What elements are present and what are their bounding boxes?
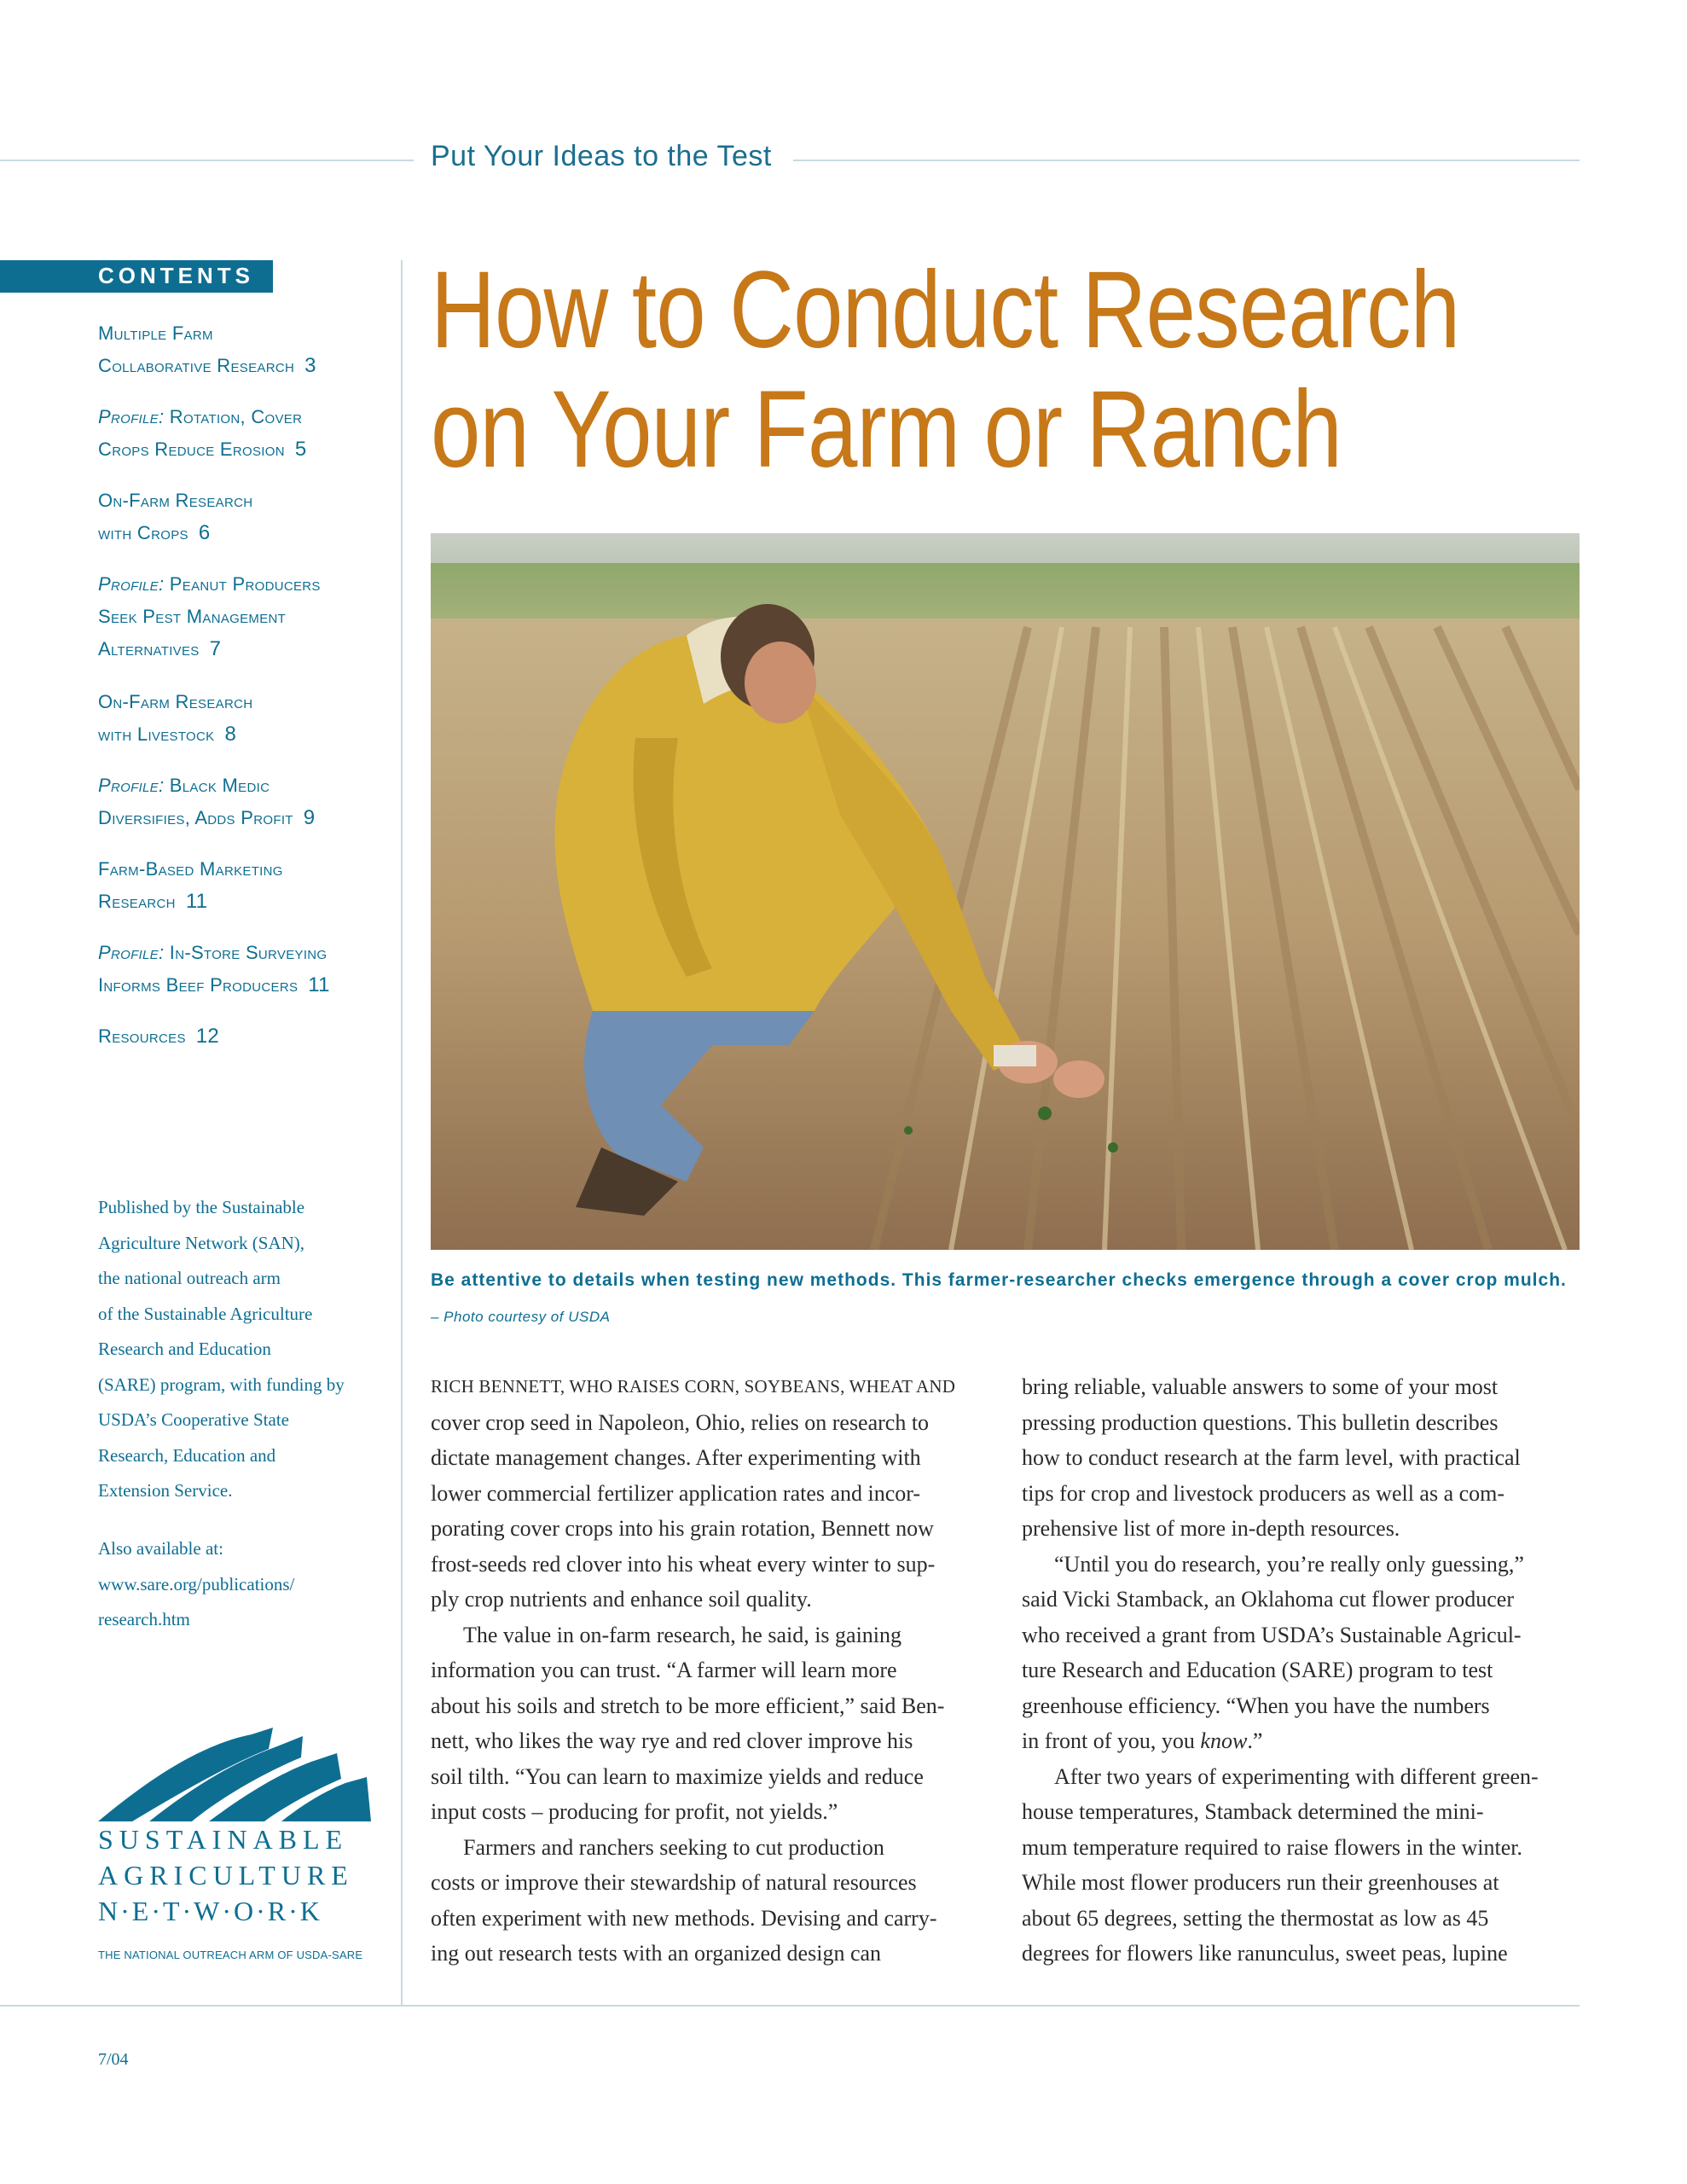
section-header: Put Your Ideas to the Test — [431, 140, 772, 172]
body-line: how to conduct research at the farm level, with practical — [1022, 1445, 1521, 1470]
body-line: said Vicki Stamback, an Oklahoma cut flower producer — [1022, 1587, 1515, 1612]
column-divider — [401, 260, 403, 2005]
also-available-label: Also available at: — [98, 1538, 223, 1559]
body-line: soil tilth. “You can learn to maximize yields and reduce — [431, 1763, 924, 1789]
body-line: pressing production questions. This bulletin describes — [1022, 1409, 1499, 1435]
toc-page-number: 7 — [209, 637, 222, 660]
toc-page-number: 5 — [294, 438, 307, 461]
toc-item-label: Research — [98, 891, 176, 912]
publisher-line: of the Sustainable Agriculture — [98, 1303, 313, 1324]
body-line: greenhouse efficiency. “When you have the numbers — [1022, 1693, 1490, 1718]
article-column-1 — [431, 1369, 1004, 1972]
toc-page-number: 11 — [308, 973, 330, 996]
article-column-2 — [1022, 1369, 1595, 1972]
photo-caption — [431, 1263, 1580, 1335]
toc-item-label: Diversifies, Adds Profit — [98, 807, 293, 828]
page-title-line-2: on Your Farm or Ranch — [431, 369, 1342, 491]
logo-text-sustainable: SUSTAINABLE — [98, 1824, 349, 1855]
body-line — [1022, 1723, 1595, 1759]
toc-page-number: 8 — [224, 723, 237, 746]
toc-item-label: Farm-Based Marketing — [98, 858, 283, 880]
body-line: who received a grant from USDA’s Sustainable Agricul- — [1022, 1622, 1522, 1647]
publication-url[interactable]: www.sare.org/publications/ — [98, 1573, 295, 1594]
body-line: porating cover crops into his grain rotation, Bennett now — [431, 1516, 934, 1541]
body-line: tips for crop and livestock producers as well as a com- — [1022, 1480, 1505, 1506]
logo-subtitle: THE NATIONAL OUTREACH ARM OF USDA-SARE — [98, 1949, 363, 1961]
toc-item[interactable] — [98, 937, 388, 1002]
logo-text-agriculture: AGRICULTURE — [98, 1860, 354, 1891]
emphasis-text: know — [1200, 1728, 1248, 1753]
toc-item[interactable] — [98, 568, 388, 665]
toc-item-label: Alternatives — [98, 638, 200, 659]
body-line: about 65 degrees, setting the thermostat as low as 45 — [1022, 1905, 1489, 1931]
body-line: input costs – producing for profit, not yields.” — [431, 1799, 838, 1824]
toc-item[interactable] — [98, 317, 388, 382]
body-line: house temperatures, Stamback determined the mini- — [1022, 1799, 1484, 1824]
sare-logo-icon — [98, 1728, 371, 1821]
toc-item-label: Crops Reduce Erosion — [98, 439, 285, 460]
toc-item-label: Seek Pest Management — [98, 606, 287, 627]
toc-item[interactable] — [98, 853, 388, 918]
publisher-line: Agriculture Network (SAN), — [98, 1232, 305, 1253]
body-line: cover crop seed in Napoleon, Ohio, relies on research to — [431, 1409, 930, 1435]
toc-item[interactable] — [98, 485, 388, 549]
toc-item[interactable] — [98, 1020, 388, 1053]
body-line: dictate management changes. After experimenting with — [431, 1445, 921, 1470]
body-line: bring reliable, valuable answers to some of your most — [1022, 1374, 1499, 1399]
header-rule-left — [0, 160, 414, 161]
toc-item-label: Multiple Farm — [98, 322, 213, 344]
toc-profile-prefix: Profile: — [98, 406, 165, 427]
publication-date: 7/04 — [98, 2050, 129, 2069]
body-line: prehensive list of more in-depth resources. — [1022, 1516, 1400, 1541]
body-line: frost-seeds red clover into his wheat every winter to sup- — [431, 1551, 936, 1577]
toc-item-label: Rotation, Cover — [164, 406, 303, 427]
body-line: ture Research and Education (SARE) program to test — [1022, 1658, 1493, 1682]
toc-item-label: On-Farm Research — [98, 691, 253, 712]
body-line: RICH BENNETT, WHO RAISES CORN, SOYBEANS, WHEAT AND — [431, 1376, 956, 1397]
body-line: “Until you do research, you’re really only guessing,” — [1054, 1551, 1524, 1577]
toc-page-number: 3 — [304, 354, 316, 377]
publisher-line: Published by the Sustainable — [98, 1197, 305, 1217]
toc-page-number: 11 — [185, 890, 208, 913]
body-line: ply crop nutrients and enhance soil quality. — [431, 1587, 812, 1612]
toc-item[interactable] — [98, 686, 388, 751]
body-text: in front of you, you — [1022, 1728, 1201, 1753]
publisher-line: Research, Education and — [98, 1444, 276, 1466]
body-line: The value in on-farm research, he said, is gaining — [463, 1622, 902, 1647]
toc-profile-prefix: Profile: — [98, 573, 165, 595]
publisher-line: USDA’s Cooperative State — [98, 1409, 289, 1430]
toc-item-label: In-Store Surveying — [164, 942, 328, 963]
publisher-line: Research and Education — [98, 1339, 271, 1359]
header-rule-right — [793, 160, 1580, 161]
toc-item[interactable] — [98, 770, 388, 834]
toc-item-label: Informs Beef Producers — [98, 974, 299, 996]
farmer-photo — [431, 533, 1580, 1250]
publisher-line: the national outreach arm — [98, 1268, 281, 1288]
caption-text: Be attentive to details when testing new methods. This farmer-researcher checks emergence through a cover crop mulch. — [431, 1270, 1567, 1290]
body-line: lower commercial fertilizer application rates and incor- — [431, 1480, 921, 1506]
toc-item-label: Peanut Producers — [164, 573, 321, 595]
publisher-line: (SARE) program, with funding by — [98, 1374, 345, 1395]
publisher-line: Extension Service. — [98, 1480, 233, 1501]
toc-item-label: Resources — [98, 1025, 186, 1047]
body-line: After two years of experimenting with different green- — [1054, 1763, 1539, 1789]
toc-item-label: with Crops — [98, 522, 188, 543]
toc-item-label: Collaborative Research — [98, 355, 295, 376]
publication-url[interactable]: research.htm — [98, 1609, 190, 1629]
logo-text-network: N·E·T·W·O·R·K — [98, 1896, 322, 1926]
body-line: nett, who likes the way rye and red clover improve his — [431, 1728, 913, 1753]
body-line: Farmers and ranchers seeking to cut production — [463, 1834, 884, 1860]
body-line: often experiment with new methods. Devising and carry- — [431, 1905, 937, 1931]
contents-label: CONTENTS — [98, 263, 254, 288]
toc-page-number: 12 — [195, 1025, 220, 1048]
body-line: ing out research tests with an organized design can — [431, 1941, 882, 1966]
body-line: While most flower producers run their greenhouses at — [1022, 1870, 1499, 1895]
toc-item-label: On-Farm Research — [98, 490, 253, 511]
toc-profile-prefix: Profile: — [98, 775, 165, 796]
body-line: mum temperature required to raise flowers in the winter. — [1022, 1834, 1522, 1860]
toc-page-number: 9 — [303, 806, 316, 829]
toc-item-label: Black Medic — [164, 775, 270, 796]
page-title-line-1: How to Conduct Research — [431, 249, 1460, 371]
body-line: degrees for flowers like ranunculus, sweet peas, lupine — [1022, 1941, 1508, 1966]
body-line: information you can trust. “A farmer will learn more — [431, 1658, 897, 1682]
toc-page-number: 6 — [198, 521, 211, 544]
body-text: .” — [1247, 1728, 1263, 1753]
photo-credit: – Photo courtesy of USDA — [431, 1309, 611, 1325]
toc-item[interactable] — [98, 401, 388, 466]
footer-rule — [0, 2005, 1580, 2007]
toc-profile-prefix: Profile: — [98, 942, 165, 963]
toc-item-label: with Livestock — [98, 723, 215, 745]
body-line: costs or improve their stewardship of natural resources — [431, 1870, 917, 1895]
body-line: about his soils and stretch to be more efficient,” said Ben- — [431, 1693, 945, 1718]
